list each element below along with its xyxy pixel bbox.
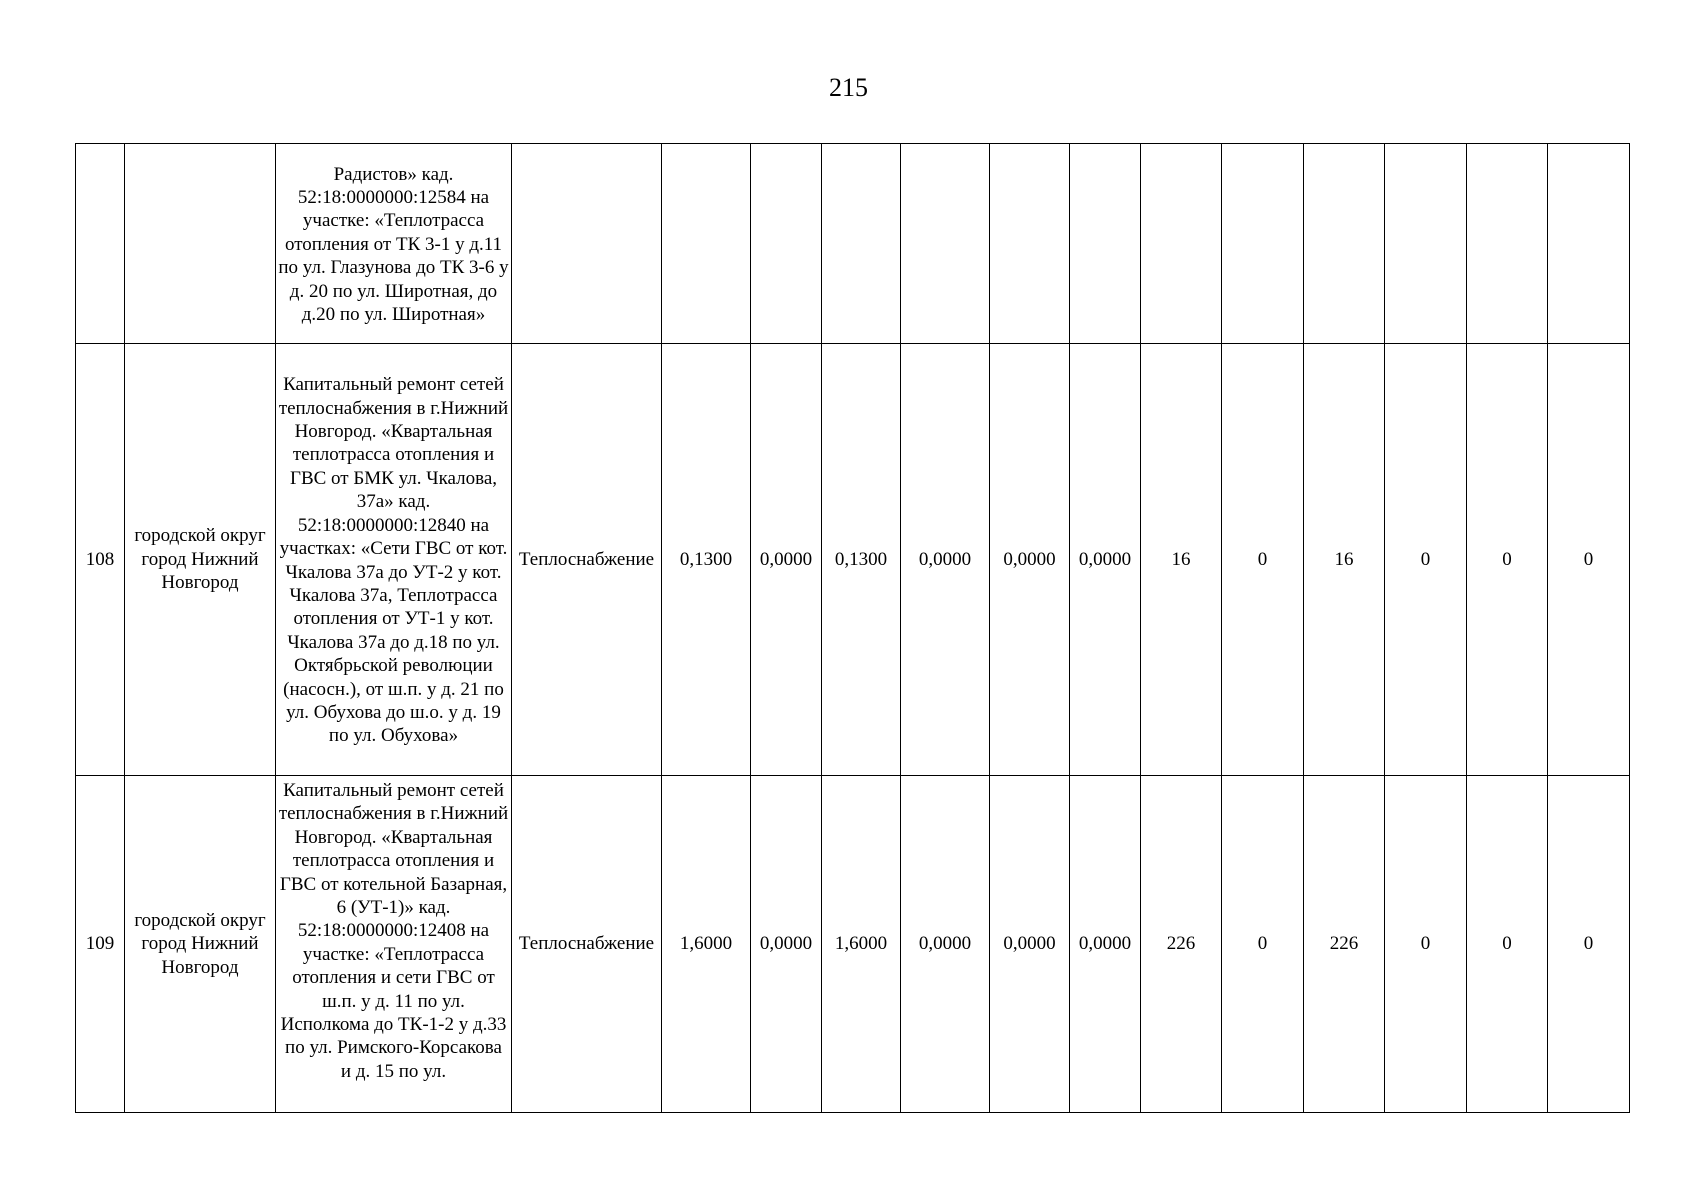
- cell-value-11: 0: [1467, 344, 1548, 776]
- cell-value-9: 226: [1304, 776, 1385, 1113]
- cell-value-7: 226: [1141, 776, 1222, 1113]
- cell-value-4: 0,0000: [901, 344, 990, 776]
- cell-value-8: 0: [1222, 776, 1304, 1113]
- cell-value-11: [1467, 144, 1548, 344]
- cell-value-2: 0,0000: [751, 776, 822, 1113]
- cell-value-7: [1141, 144, 1222, 344]
- cell-municipality: [125, 144, 276, 344]
- cell-description: Капитальный ремонт сетей теплоснабжения в г.Нижний Новгород. «Квартальная теплотрасса отопления и ГВС от БМК ул. Чкалова, 37а» кад. 52:18:0000000:12840 на участках: «Сети ГВС от кот. Чкалова 37а до УТ-2 у кот. Чкалова 37а, Теплотрасса отопления от УТ-1 у кот. Чкалова 37а до д.18 по ул. Октябрьской революции (насосн.), от ш.п. у д. 21 по ул. Обухова до ш.о. у д. 19 по ул. Обухова»: [276, 344, 512, 776]
- cell-value-5: [990, 144, 1070, 344]
- cell-description: Радистов» кад. 52:18:0000000:12584 на участке: «Теплотрасса отопления от ТК 3-1 у д.11 по ул. Глазунова до ТК 3-6 у д. 20 по ул. Широтная, до д.20 по ул. Широтная»: [276, 144, 512, 344]
- cell-value-2: [751, 144, 822, 344]
- table-row: [76, 776, 1630, 1113]
- works-table: [75, 143, 1630, 1113]
- cell-value-1: [662, 144, 751, 344]
- table-row: [76, 344, 1630, 776]
- cell-value-11: 0: [1467, 776, 1548, 1113]
- cell-value-5: 0,0000: [990, 344, 1070, 776]
- cell-value-1: 0,1300: [662, 344, 751, 776]
- cell-municipality: городской округ город Нижний Новгород: [125, 776, 276, 1113]
- cell-value-2: 0,0000: [751, 344, 822, 776]
- cell-value-1: 1,6000: [662, 776, 751, 1113]
- cell-value-3: 1,6000: [822, 776, 901, 1113]
- cell-value-9: 16: [1304, 344, 1385, 776]
- cell-value-3: [822, 144, 901, 344]
- cell-number: [76, 144, 125, 344]
- cell-type: [512, 144, 662, 344]
- cell-value-3: 0,1300: [822, 344, 901, 776]
- cell-value-12: [1548, 144, 1630, 344]
- cell-value-8: 0: [1222, 344, 1304, 776]
- cell-value-6: 0,0000: [1070, 776, 1141, 1113]
- cell-description: Капитальный ремонт сетей теплоснабжения в г.Нижний Новгород. «Квартальная теплотрасса отопления и ГВС от котельной Базарная, 6 (УТ-1)» кад. 52:18:0000000:12408 на участке: «Теплотрасса отопления и сети ГВС от ш.п. у д. 11 по ул. Исполкома до ТК-1-2 у д.33 по ул. Римского-Корсакова и д. 15 по ул.: [276, 776, 512, 1113]
- page-number: 215: [829, 73, 868, 102]
- cell-value-6: 0,0000: [1070, 344, 1141, 776]
- cell-value-4: 0,0000: [901, 776, 990, 1113]
- cell-number: 109: [76, 776, 125, 1113]
- cell-type: Теплоснабжение: [512, 776, 662, 1113]
- cell-value-7: 16: [1141, 344, 1222, 776]
- cell-type: Теплоснабжение: [512, 344, 662, 776]
- cell-value-10: [1385, 144, 1467, 344]
- cell-value-10: 0: [1385, 344, 1467, 776]
- cell-value-4: [901, 144, 990, 344]
- cell-value-12: 0: [1548, 344, 1630, 776]
- cell-value-12: 0: [1548, 776, 1630, 1113]
- cell-value-9: [1304, 144, 1385, 344]
- cell-value-8: [1222, 144, 1304, 344]
- cell-number: 108: [76, 344, 125, 776]
- table-row: [76, 144, 1630, 344]
- cell-value-10: 0: [1385, 776, 1467, 1113]
- cell-municipality: городской округ город Нижний Новгород: [125, 344, 276, 776]
- cell-value-6: [1070, 144, 1141, 344]
- cell-value-5: 0,0000: [990, 776, 1070, 1113]
